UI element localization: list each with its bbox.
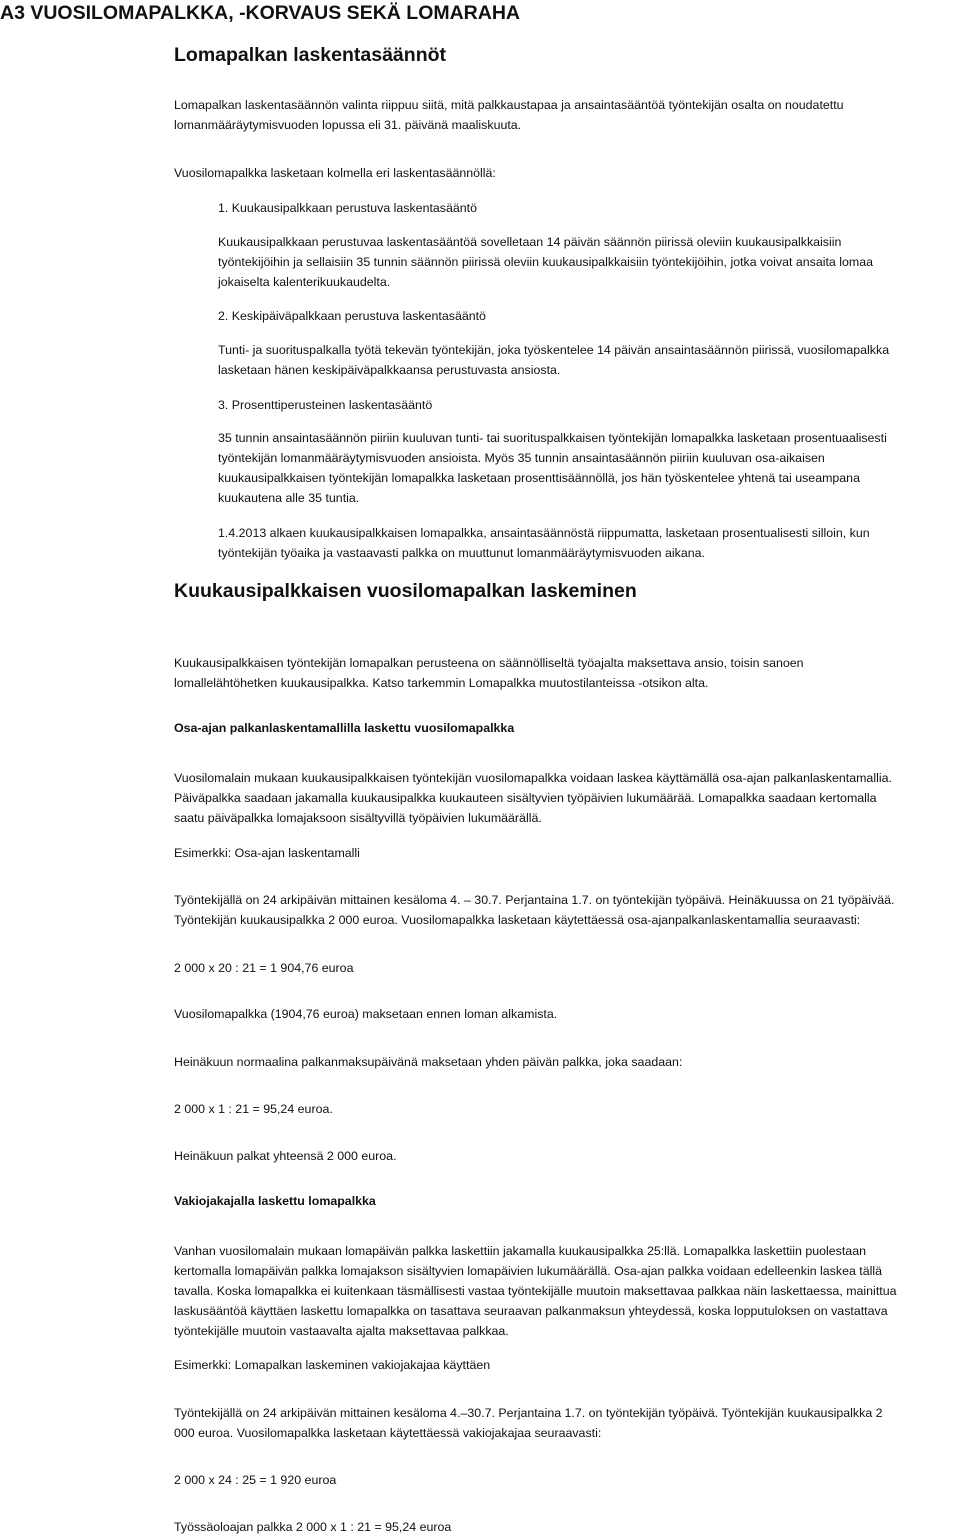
paragraph-line: saatu päiväpalkka lomajaksoon sisältyvillä työpäivien lukumäärällä. (174, 811, 542, 825)
intro-line: lomallelähtöhetken kuukausipalkka. Katso tarkemmin Lomapalkka muutostilanteissa -otsikon alta. (174, 676, 709, 690)
calculation: Työssäoloajan palkka 2 000 x 1 : 21 = 95,24 euroa (174, 1520, 452, 1534)
rule-text-line: jokaiselta kalenterikuukaudelta. (218, 275, 391, 289)
rule-text-line: työntekijöihin ja sellaisiin 35 tunnin säännön piirissä oleviin kuukausipalkkaisiin työntekijöihin, jotka voivat ansaita lomaa (218, 255, 874, 269)
paragraph-line: Vuosilomapalkka (1904,76 euroa) maksetaan ennen loman alkamista. (174, 1007, 558, 1021)
rule-text-line: kuukausipalkkaisen työntekijän lomapalkka lasketaan prosenttisäännöllä, jos hän työskentelee yhtenä tai useampana (218, 471, 860, 485)
note-line: 1.4.2013 alkaen kuukausipalkkaisen lomapalkka, ansaintasäännöstä riippumatta, lasketaan prosentualisesti silloin, kun (218, 526, 870, 540)
example-line: Työntekijän kuukausipalkka 2 000 euroa. Vuosilomapalkka lasketaan käytettäessä osa-ajanpalkanlaskentamallia seuraavasti: (174, 913, 861, 927)
paragraph-line: Heinäkuun normaalina palkanmaksupäivänä maksetaan yhden päivän palkka, joka saadaan: (174, 1055, 683, 1069)
calculation: 2 000 x 20 : 21 = 1 904,76 euroa (174, 961, 354, 975)
subsection-heading: Osa-ajan palkanlaskentamallilla laskettu vuosilomapalkka (174, 721, 515, 735)
rule-title: 3. Prosenttiperusteinen laskentasääntö (218, 398, 433, 412)
paragraph-line: tavalla. Koska lomapalkka ei kuitenkaan täsmällisesti vastaa työntekijälle muutoin maksettavaa palkkaa näin laskettaessa, mainittua (174, 1284, 897, 1298)
example-line: 000 euroa. Vuosilomapalkka lasketaan käytettäessä vakiojakajaa seuraavasti: (174, 1426, 602, 1440)
section-heading: Lomapalkan laskentasäännöt (174, 44, 447, 66)
paragraph-line: työntekijälle muutoin vastaavalta ajalta maksettavaa palkkaa. (174, 1324, 509, 1338)
paragraph-line: Vuosilomalain mukaan kuukausipalkkaisen työntekijän vuosilomapalkka voidaan laskea käyttämällä osa-ajan palkanlaskentamallia. (174, 771, 892, 785)
rule-text-line: työntekijän lomanmääräytymisvuoden ansioista. Myös 35 tunnin ansaintasäännön piiriin kuuluvan osa-aikaisen (218, 451, 825, 465)
paragraph-line: Päiväpalkka saadaan jakamalla kuukausipalkka kuukauteen sisältyvien työpäivien lukumäärää. Lomapalkka saadaan kertomalla (174, 791, 877, 805)
example-title: Esimerkki: Osa-ajan laskentamalli (174, 846, 360, 860)
example-line: Työntekijällä on 24 arkipäivän mittainen kesäloma 4. – 30.7. Perjantaina 1.7. on työntekijän työpäivä. Heinäkuussa on 21 työpäivää. (174, 893, 895, 907)
rule-text-line: kuukautena alle 35 tuntia. (218, 491, 360, 505)
intro-line: Lomapalkan laskentasäännön valinta riippuu siitä, mitä palkkaustapaa ja ansaintasääntöä työntekijän osalta on noudatettu (174, 98, 844, 112)
example-line: Työntekijällä on 24 arkipäivän mittainen kesäloma 4.–30.7. Perjantaina 1.7. on työntekijän työpäivä. Työntekijän kuukausipalkka 2 (174, 1406, 883, 1420)
subsection-heading: Vakiojakajalla laskettu lomapalkka (174, 1194, 376, 1208)
rule-text-line: lasketaan hänen keskipäiväpalkkaansa perustuvasta ansiosta. (218, 363, 561, 377)
paragraph-line: Heinäkuun palkat yhteensä 2 000 euroa. (174, 1149, 397, 1163)
rule-text-line: 35 tunnin ansaintasäännön piiriin kuuluvan tunti- tai suorituspalkkaisen työntekijän lomapalkka lasketaan prosentuaalisesti (218, 431, 887, 445)
calculation: 2 000 x 24 : 25 = 1 920 euroa (174, 1473, 337, 1487)
rule-text-line: Kuukausipalkkaan perustuvaa laskentasääntöä sovelletaan 14 päivän säännön piirissä oleviin kuukausipalkkaisiin (218, 235, 842, 249)
paragraph-line: Vanhan vuosilomalain mukaan lomapäivän palkka laskettiin jakamalla kuukausipalkka 25:llä. Lomapalkka laskettiin puolestaan (174, 1244, 866, 1258)
note-line: työntekijän työaika ja vastaavasti palkka on muuttunut lomanmääräytymisvuoden aikana. (218, 546, 705, 560)
intro-line: Kuukausipalkkaisen työntekijän lomapalkan perusteena on säännölliseltä työajalta maksettava ansio, toisin sanoen (174, 656, 804, 670)
calculation: 2 000 x 1 : 21 = 95,24 euroa. (174, 1102, 333, 1116)
example-title: Esimerkki: Lomapalkan laskeminen vakiojakajaa käyttäen (174, 1358, 491, 1372)
intro-line: lomanmääräytymisvuoden lopussa eli 31. päivänä maaliskuuta. (174, 118, 522, 132)
rule-text-line: Tunti- ja suorituspalkalla työtä tekevän työntekijän, joka työskentelee 14 päivän ansaintasäännön piirissä, vuosilomapalkka (218, 343, 890, 357)
section-heading: Kuukausipalkkaisen vuosilomapalkan laskeminen (174, 580, 637, 602)
paragraph-line: kertomalla lomapäivän palkka lomajakson sisältyvien lomapäivien lukumäärällä. Osa-ajan palkka voidaan edelleenkin laskea tällä (174, 1264, 883, 1278)
paragraph-line: laskusääntöä käyttäen laskettu lomapalkka on tasattava seuraavan palkanmaksun yhteydessä, koska lopputuloksen on vastattava (174, 1304, 888, 1318)
rule-title: 2. Keskipäiväpalkkaan perustuva laskentasääntö (218, 309, 486, 323)
rule-title: 1. Kuukausipalkkaan perustuva laskentasääntö (218, 201, 477, 215)
document-title: A3 VUOSILOMAPALKKA, -KORVAUS SEKÄ LOMARAHA (0, 2, 521, 24)
lead-text: Vuosilomapalkka lasketaan kolmella eri laskentasäännöllä: (174, 166, 496, 180)
